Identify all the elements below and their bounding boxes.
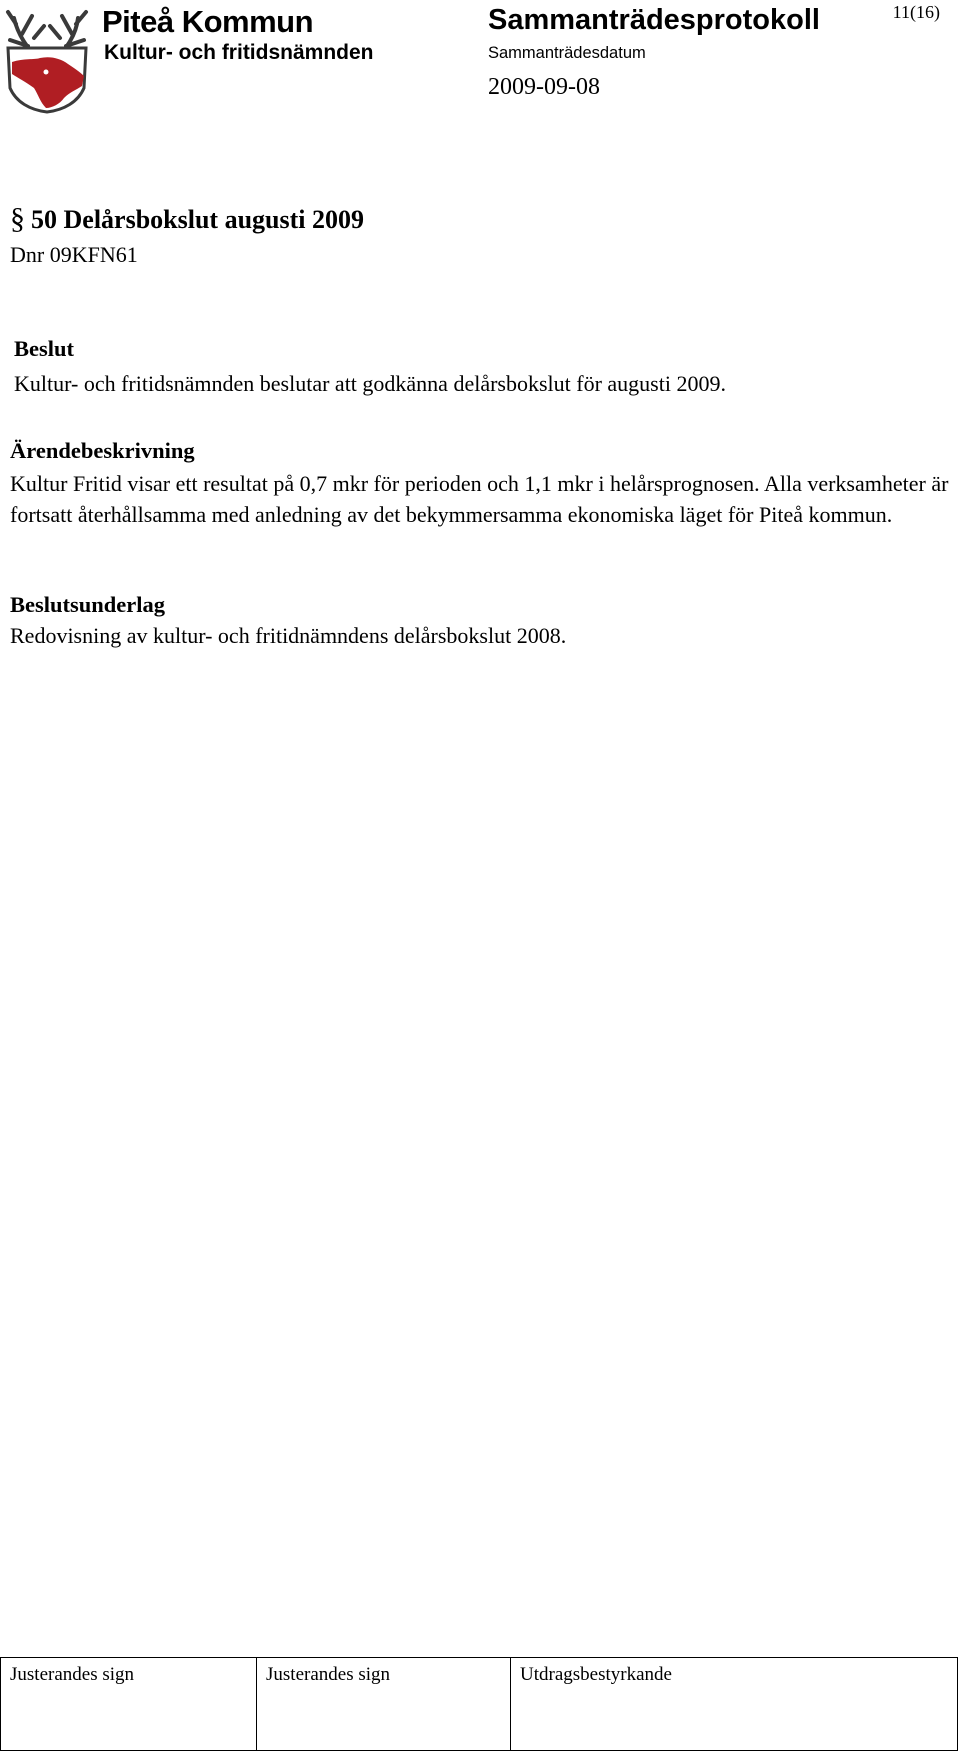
decision-section	[10, 334, 950, 399]
document-type: Sammanträdesprotokoll	[488, 4, 820, 36]
reindeer-coat-of-arms-icon	[4, 2, 90, 114]
basis-heading: Beslutsunderlag	[10, 592, 166, 617]
meeting-date-value: 2009-09-08	[488, 74, 600, 100]
paragraph-sign: §	[10, 202, 25, 235]
description-section	[10, 436, 950, 530]
decision-heading: Beslut	[14, 336, 75, 361]
basis-section	[10, 590, 950, 651]
basis-text: Redovisning av kultur- och fritidnämndens delårsbokslut 2008.	[10, 623, 567, 648]
certification-cell: Utdragsbestyrkande	[511, 1658, 958, 1751]
organization-name: Piteå Kommun	[102, 4, 314, 39]
decision-text: Kultur- och fritidsnämnden beslutar att godkänna delårsbokslut för augusti 2009.	[14, 371, 726, 396]
signature-cell: Justerandes sign	[257, 1658, 511, 1751]
section-title	[10, 203, 364, 236]
description-text: Kultur Fritid visar ett resultat på 0,7 mkr för perioden och 1,1 mkr i helårsprognosen. Alla verksamheter är fortsatt återhållsamma med anledning av det bekymmersamma ekonomiska läget för Piteå kommun.	[10, 471, 949, 527]
description-heading: Ärendebeskrivning	[10, 438, 195, 463]
signature-cell: Justerandes sign	[1, 1658, 257, 1751]
meeting-date-label: Sammanträdesdatum	[488, 44, 646, 62]
section-title-text: 50 Delårsbokslut augusti 2009	[31, 205, 364, 234]
signature-table	[0, 1657, 958, 1751]
diary-number: Dnr 09KFN61	[10, 242, 138, 267]
page-number: 11(16)	[892, 2, 940, 22]
committee-name: Kultur- och fritidsnämnden	[104, 41, 374, 64]
